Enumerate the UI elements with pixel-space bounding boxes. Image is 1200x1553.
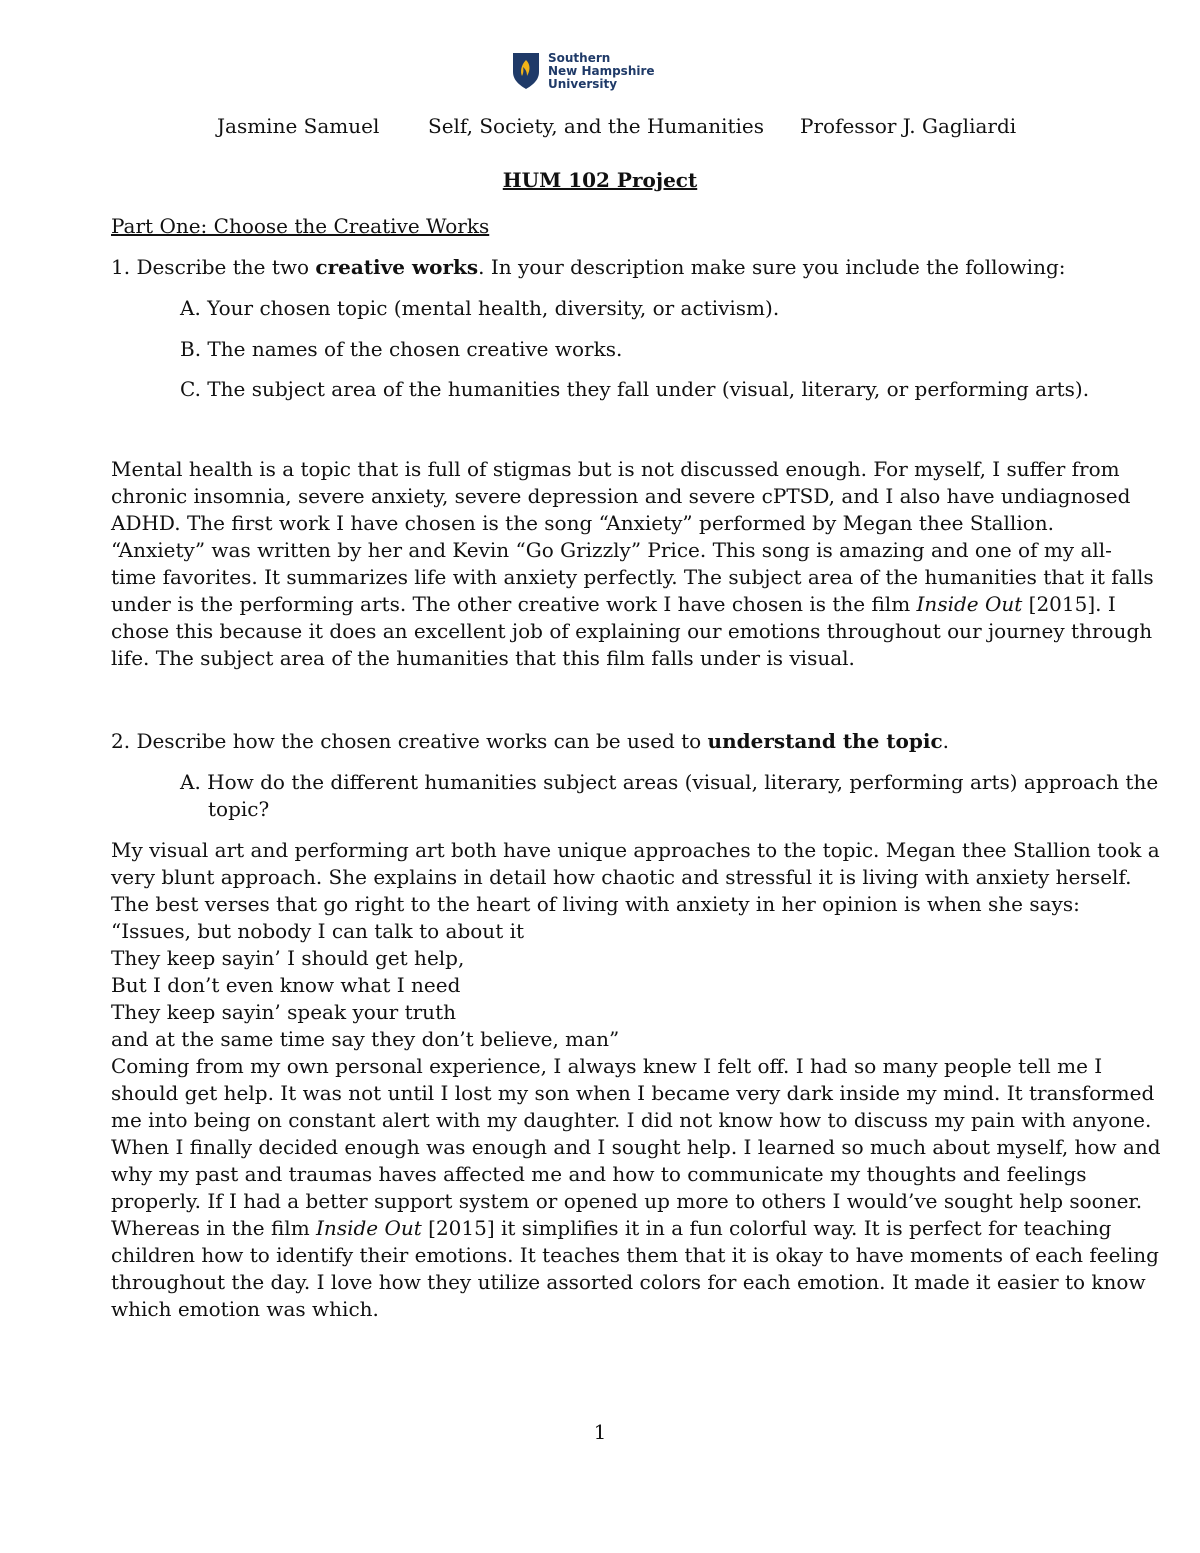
question-2-pre: 2. Describe how the chosen creative works can be used to bbox=[111, 729, 708, 753]
answer-1-line: “Anxiety” was written by her and Kevin “Go Grizzly” Price. This song is amazing and one of my all- bbox=[111, 538, 1112, 562]
answer-2-line: When I finally decided enough was enough and I sought help. I learned so much about myself, how and bbox=[111, 1135, 1161, 1159]
question-1-pre: 1. Describe the two bbox=[111, 255, 316, 279]
lyric-line: “Issues, but nobody I can talk to about it bbox=[111, 919, 525, 943]
document-title: HUM 102 Project bbox=[502, 168, 698, 192]
logo-line-1: Southern bbox=[548, 50, 611, 65]
answer-2-line: Coming from my own personal experience, I always knew I felt off. I had so many people tell me I bbox=[111, 1054, 1103, 1078]
course-name: Self, Society, and the Humanities bbox=[428, 114, 765, 138]
answer-1-line: life. The subject area of the humanities that this film falls under is visual. bbox=[111, 646, 855, 670]
question-1-item-a: A. Your chosen topic (mental health, diversity, or activism). bbox=[180, 296, 780, 320]
film-title-italic: Inside Out bbox=[916, 592, 1023, 616]
answer-1-paragraph bbox=[111, 456, 1154, 672]
question-1-post: . In your description make sure you include the following: bbox=[478, 255, 1066, 279]
answer-2-line bbox=[111, 1215, 1111, 1242]
answer-2-line: throughout the day. I love how they utilize assorted colors for each emotion. It made it easier to know bbox=[111, 1270, 1146, 1294]
student-name: Jasmine Samuel bbox=[217, 114, 380, 138]
answer-1-line-pre: under is the performing arts. The other creative work I have chosen is the film bbox=[111, 592, 917, 616]
logo-line-2: New Hampshire bbox=[548, 63, 655, 78]
question-1-item-c: C. The subject area of the humanities they fall under (visual, literary, or performing arts). bbox=[180, 377, 1090, 401]
answer-2-line: should get help. It was not until I lost my son when I became very dark inside my mind. It transformed bbox=[111, 1081, 1155, 1105]
answer-1-line: ADHD. The first work I have chosen is the song “Anxiety” performed by Megan thee Stallion. bbox=[111, 511, 1054, 535]
lyric-line: and at the same time say they don’t believe, man” bbox=[111, 1027, 620, 1051]
question-2-item-a-cont: topic? bbox=[208, 797, 270, 821]
answer-2-line-pre: Whereas in the film bbox=[111, 1216, 317, 1240]
question-2-post: . bbox=[942, 729, 949, 753]
professor-name: Professor J. Gagliardi bbox=[800, 114, 1017, 138]
answer-2-line: My visual art and performing art both have unique approaches to the topic. Megan thee Stallion took a bbox=[111, 838, 1160, 862]
lyric-line: But I don’t even know what I need bbox=[111, 973, 461, 997]
answer-1-line: chronic insomnia, severe anxiety, severe depression and severe cPTSD, and I also have undiagnosed bbox=[111, 484, 1131, 508]
answer-1-line: chose this because it does an excellent job of explaining our emotions throughout our journey through bbox=[111, 619, 1153, 643]
question-2-item-a: A. How do the different humanities subject areas (visual, literary, performing arts) approach the bbox=[180, 770, 1159, 794]
answer-1-line: time favorites. It summarizes life with anxiety perfectly. The subject area of the humanities that it falls bbox=[111, 565, 1154, 589]
answer-2-line: The best verses that go right to the heart of living with anxiety in her opinion is when she says: bbox=[111, 892, 1080, 916]
question-2-bold: understand the topic bbox=[707, 729, 943, 753]
answer-2-paragraph bbox=[111, 837, 1161, 1323]
snhu-logo bbox=[512, 48, 655, 94]
answer-2-line: me into being on constant alert with my daughter. I did not know how to discuss my pain with anyone. bbox=[111, 1108, 1152, 1132]
lyric-line: They keep sayin’ I should get help, bbox=[111, 946, 465, 970]
answer-2-line: very blunt approach. She explains in detail how chaotic and stressful it is living with anxiety herself. bbox=[111, 865, 1132, 889]
answer-2-line: why my past and traumas haves affected me and how to communicate my thoughts and feelings bbox=[111, 1162, 1087, 1186]
film-title-italic: Inside Out bbox=[316, 1216, 422, 1240]
lyric-line: They keep sayin’ speak your truth bbox=[111, 1000, 456, 1024]
question-1-bold: creative works bbox=[315, 255, 479, 279]
logo-wordmark bbox=[548, 52, 655, 91]
answer-2-line: which emotion was which. bbox=[111, 1297, 379, 1321]
page-number: 1 bbox=[593, 1420, 607, 1444]
question-2 bbox=[111, 729, 949, 753]
answer-2-line-post: [2015] it simplifies it in a fun colorful way. It is perfect for teaching bbox=[421, 1216, 1112, 1240]
answer-1-line bbox=[111, 591, 1116, 618]
question-1-item-b: B. The names of the chosen creative works. bbox=[180, 337, 623, 361]
answer-1-line: Mental health is a topic that is full of stigmas but is not discussed enough. For myself, I suffer from bbox=[111, 457, 1120, 481]
answer-1-line-post: [2015]. I bbox=[1022, 592, 1116, 616]
question-1 bbox=[111, 255, 1066, 279]
logo-line-3: University bbox=[548, 76, 618, 91]
part-one-heading: Part One: Choose the Creative Works bbox=[111, 214, 490, 238]
shield-flame-icon bbox=[512, 52, 540, 90]
answer-2-line: properly. If I had a better support system or opened up more to others I would’ve sought help sooner. bbox=[111, 1189, 1143, 1213]
answer-2-line: children how to identify their emotions. It teaches them that it is okay to have moments of each feeling bbox=[111, 1243, 1159, 1267]
